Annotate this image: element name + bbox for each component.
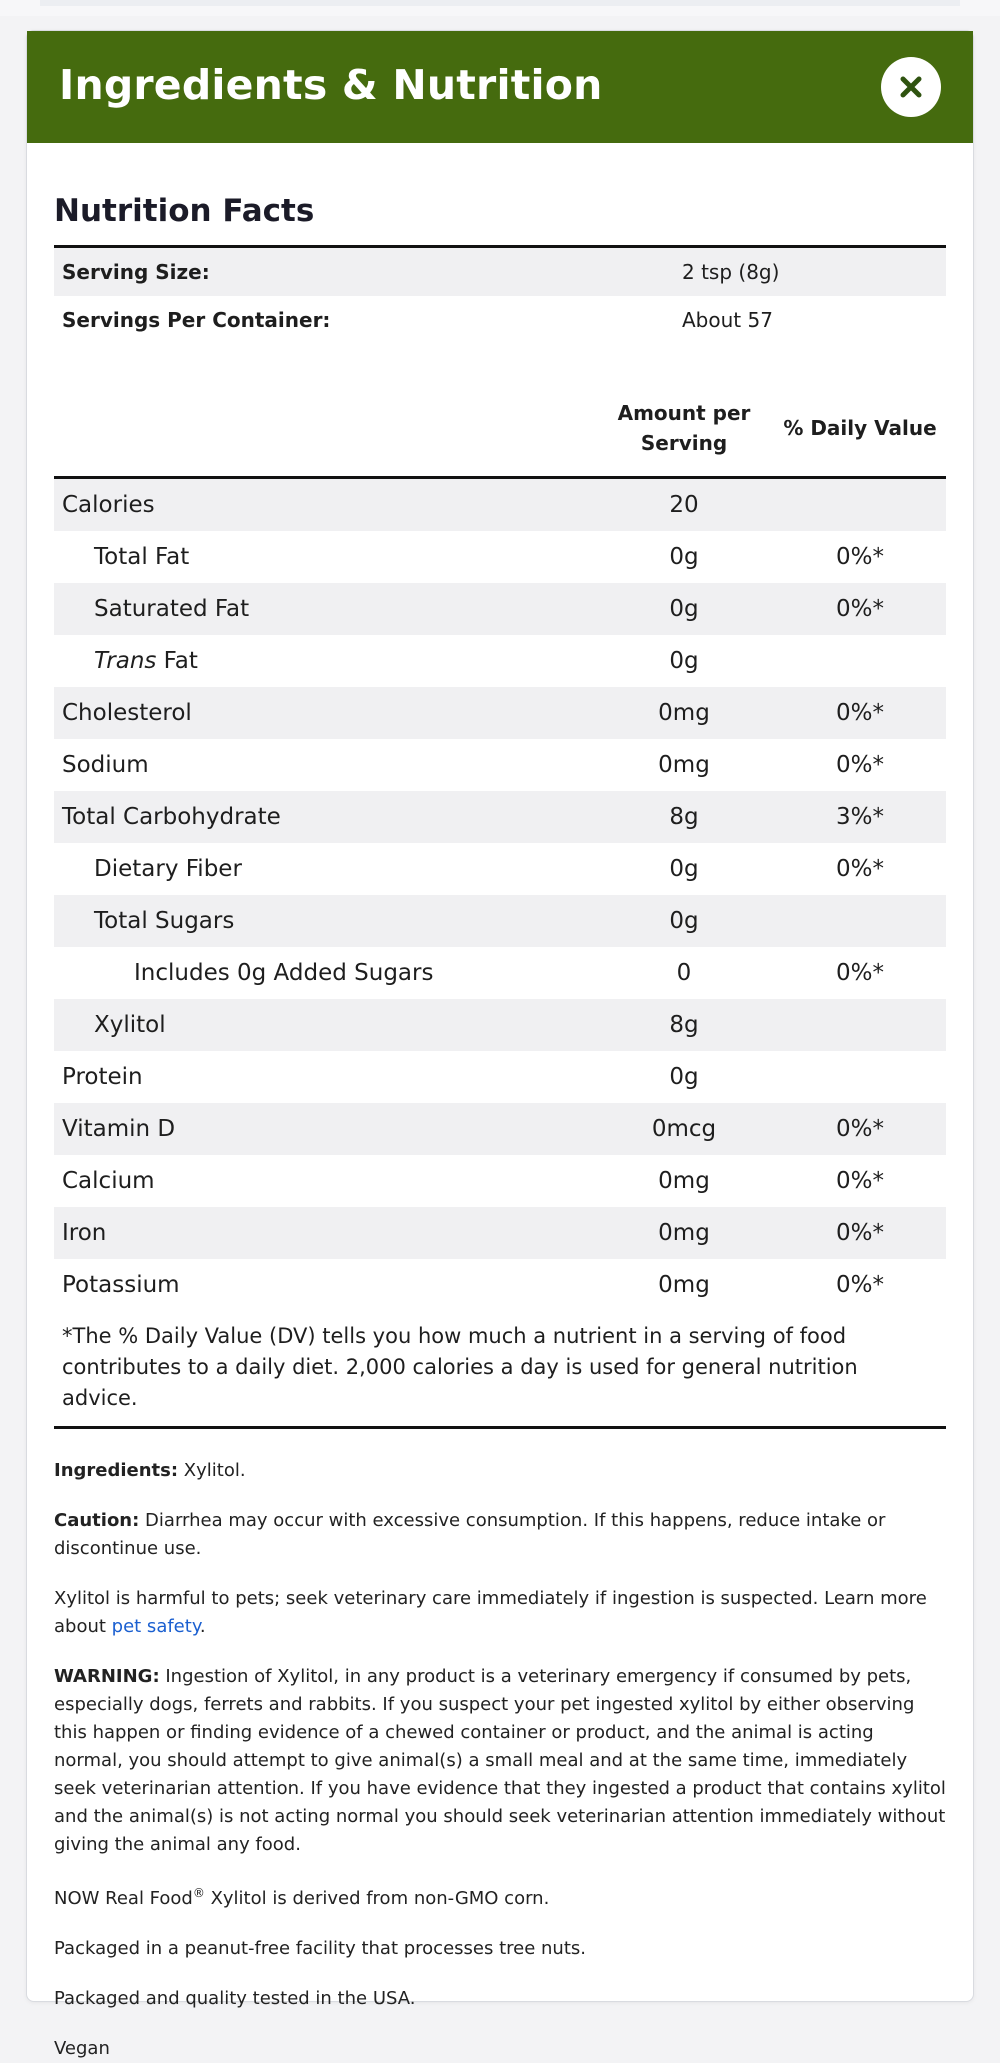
ingredients-modal [26,30,974,2059]
nutrient-amount: 8g [669,804,699,830]
table-row [54,479,946,531]
modal-header [27,31,973,143]
table-row [54,791,946,843]
nutrient-name: Vitamin D [62,1116,176,1142]
table-row [54,895,946,947]
table-row [54,531,946,583]
table-row [54,1155,946,1207]
serving-size-label: Serving Size: [62,260,210,284]
nutrient-name-italic: Trans [94,648,157,674]
nutrient-dv: 0%* [836,752,884,778]
nutrient-name: Dietary Fiber [94,856,242,882]
nutrient-name: Xylitol [94,1012,166,1038]
header-amount [594,398,774,458]
servings-row [54,296,946,344]
registered-mark: ® [192,1886,205,1900]
nutrient-dv: 0%* [836,596,884,622]
vegan-text: Vegan [54,2038,110,2059]
nutrient-name: Includes 0g Added Sugars [134,960,434,986]
nutrient-dv: 0%* [836,960,884,986]
caution-value: Diarrhea may occur with excessive consumption. If this happens, reduce intake or discontinue use. [54,1510,886,1559]
nutrient-dv: 0%* [836,856,884,882]
nutrient-dv: 0%* [836,700,884,726]
header-daily-value: % Daily Value [783,416,937,440]
nutrient-amount: 0 [676,960,692,986]
real-food-rest: Xylitol is derived from non-GMO corn. [204,1888,550,1909]
close-button[interactable] [881,57,941,117]
nutrient-amount: 0g [669,856,699,882]
nutrient-name [54,648,594,674]
close-x-icon [898,74,924,100]
nutrient-name-rest: Fat [156,648,198,674]
table-row [54,843,946,895]
nutrient-name: Iron [62,1220,107,1246]
page-top-strip [0,0,1000,16]
nutrient-name: Calories [62,492,155,518]
nutrient-name: Potassium [62,1272,180,1298]
table-row [54,739,946,791]
real-food-text [54,1879,946,1913]
nutrient-amount: 0mcg [651,1116,717,1142]
warning-text [54,1663,946,1859]
warning-label: WARNING: [54,1666,160,1687]
nutrient-dv: 3%* [836,804,884,830]
nutrient-name: Total Fat [94,544,190,570]
table-row [54,635,946,687]
nutrient-amount: 0g [669,648,699,674]
caution-label: Caution: [54,1510,140,1531]
nutrient-name: Saturated Fat [94,596,250,622]
nutrient-name: Calcium [62,1168,155,1194]
nutrient-dv: 0%* [836,1168,884,1194]
nutrient-name: Cholesterol [62,700,192,726]
servings-label: Servings Per Container: [62,308,331,332]
nutrient-name: Total Sugars [94,908,235,934]
table-row [54,947,946,999]
pets-value: Xylitol is harmful to pets; seek veterinary care immediately if ingestion is suspected. Learn more about [54,1588,927,1637]
ingredients-label: Ingredients: [54,1460,179,1481]
table-row [54,1259,946,1311]
nutrient-amount: 0mg [658,752,710,778]
table-row [54,999,946,1051]
ingredients-value: Xylitol. [178,1460,246,1481]
serving-size-row [54,248,946,296]
table-row [54,1051,946,1103]
nutrient-dv: 0%* [836,1272,884,1298]
nutrient-amount: 0mg [658,1272,710,1298]
table-row [54,687,946,739]
nutrient-name: Total Carbohydrate [62,804,281,830]
nutrient-dv: 0%* [836,1220,884,1246]
nutrient-amount: 0mg [658,700,710,726]
pets-text [54,1585,946,1641]
table-row [54,1103,946,1155]
nutrient-amount: 0g [669,596,699,622]
nutrient-amount: 0mg [658,1168,710,1194]
serving-size-value: 2 tsp (8g) [682,260,780,284]
top-shadow [40,0,960,6]
table-row [54,583,946,635]
nutrient-amount: 20 [669,492,699,518]
header-amount-line1: Amount per [617,401,751,425]
nutrient-amount: 0g [669,1064,699,1090]
nutrient-dv: 0%* [836,544,884,570]
warning-value: Ingestion of Xylitol, in any product is a veterinary emergency if consumed by pets, especially dogs, ferrets and rabbits. If you suspect your pet ingested xylitol by either observing this happen or finding evidence of a chewed container or product, and the animal is acting normal, you should attempt to give animal(s) a small meal and at the same time, immediately seek veterinarian attention. If you have evidence that they ingested a product that contains xylitol and the animal(s) is not acting normal you should seek veterinarian attention immediately without giving the animal any food. [54,1666,946,1855]
nutrient-amount: 0mg [658,1220,710,1246]
nutrient-name: Sodium [62,752,149,778]
peanut-free-text: Packaged in a peanut-free facility that processes tree nuts. [54,1938,586,1959]
nutrition-facts-title: Nutrition Facts [54,193,315,229]
ingredients-text [54,1457,946,1485]
pets-end: . [199,1616,206,1637]
product-info [54,1457,946,2063]
usa-text: Packaged and quality tested in the USA. [54,1988,416,2009]
header-amount-line2: Serving [640,431,728,455]
nutrient-name: Protein [62,1064,143,1090]
modal-content [27,193,973,2063]
nutrient-amount: 0g [669,908,699,934]
modal-title: Ingredients & Nutrition [59,61,603,109]
daily-value-footnote: *The % Daily Value (DV) tells you how much a nutrient in a serving of food contributes to a daily diet. 2,000 calories a day is used for general nutrition advice. [54,1311,946,1429]
table-row [54,1207,946,1259]
pet-safety-link[interactable]: pet safety [111,1616,200,1637]
caution-text [54,1507,946,1563]
nutrient-amount: 8g [669,1012,699,1038]
nutrient-amount: 0g [669,544,699,570]
nutrient-dv: 0%* [836,1116,884,1142]
nutrient-table [54,479,946,1311]
servings-value: About 57 [682,308,773,332]
table-header [54,380,946,476]
real-food-brand: NOW Real Food [54,1888,193,1909]
